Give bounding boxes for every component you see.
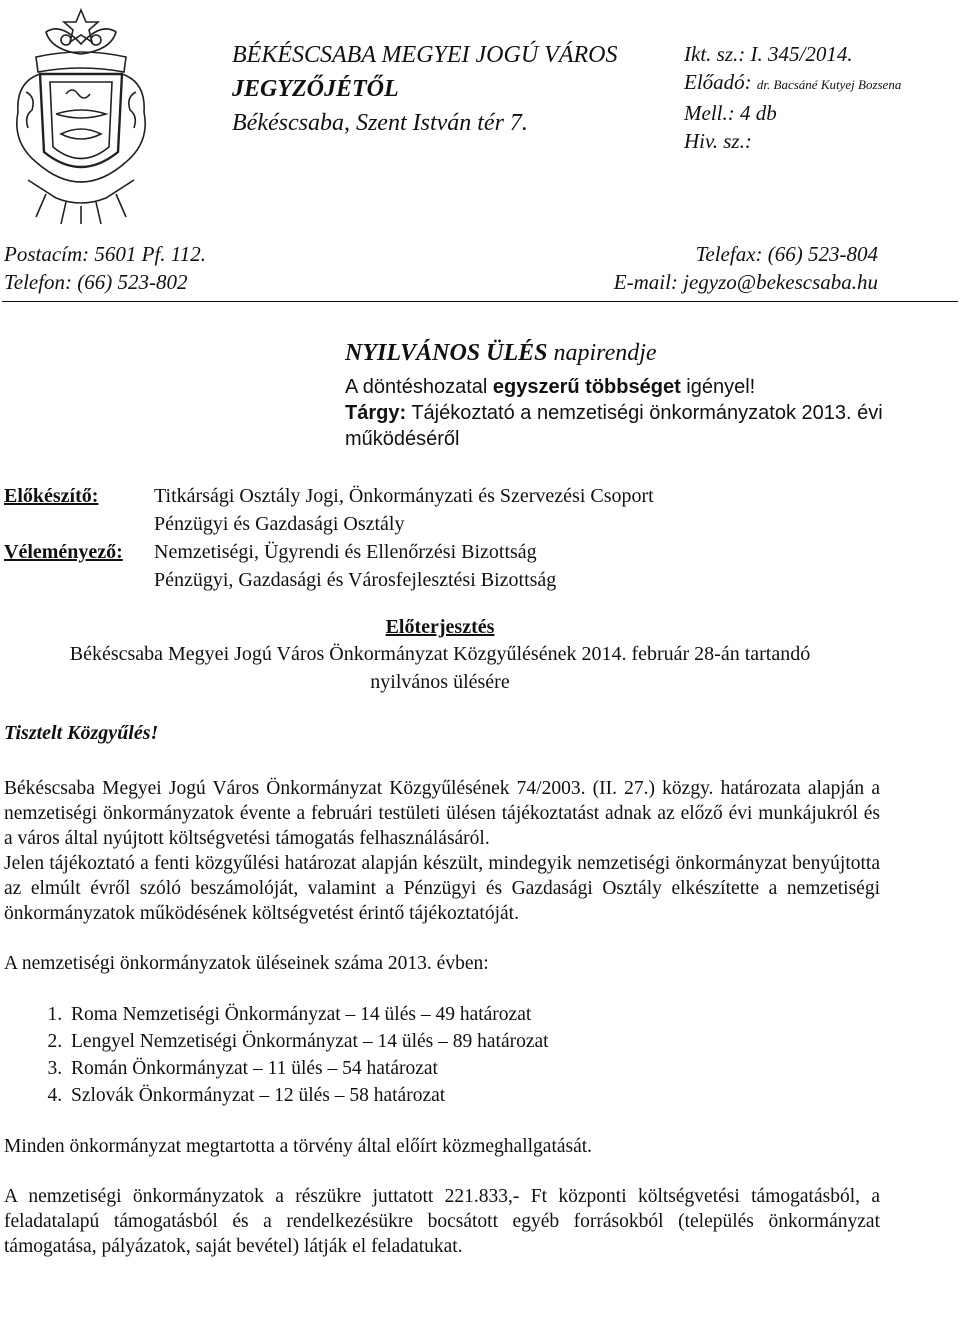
subject-line — [345, 400, 905, 452]
fax-number: Telefax: (66) 523-804 — [695, 242, 878, 266]
paragraph-3: A nemzetiségi önkormányzatok üléseinek száma 2013. évben: — [4, 953, 489, 974]
paragraph-1: Békéscsaba Megyei Jogú Város Önkormányzat Közgyűlésének 74/2003. (II. 27.) közgy. határozata alapján a nemzetiségi önkormányzatok évente a februári testületi ülésen tájékoztatást adnak az előző évi munkájukról és a város által nyújtott költségvetési támogatás felhasználásáról. — [4, 778, 880, 849]
file-number: Ikt. sz.: I. 345/2014. — [684, 42, 853, 66]
rapporteur — [684, 68, 901, 99]
decision-post: igényel! — [686, 376, 756, 398]
decision-requirement — [345, 374, 905, 400]
document-body — [4, 776, 880, 1284]
proposal-heading: Előterjesztés — [385, 616, 495, 638]
city-coat-of-arms-logo — [6, 2, 156, 227]
reference-block — [684, 40, 901, 155]
postal-block — [4, 240, 206, 296]
list-item: 3. Román Önkormányzat – 11 ülés – 54 határozat — [67, 1055, 880, 1082]
paragraph-4: Minden önkormányzat megtartotta a törvény által előírt közmeghallgatását. — [4, 1136, 593, 1157]
city-name: BÉKÉSCSABA MEGYEI JOGÚ VÁROS — [232, 42, 618, 68]
spacer — [4, 510, 154, 538]
meetings-list — [4, 1001, 880, 1109]
list-item: 1. Roma Nemzetiségi Önkormányzat – 14 ülés – 49 határozat — [67, 1001, 880, 1028]
fax-email-block — [614, 240, 878, 296]
proposal-line-2: nyilvános ülésére — [370, 671, 510, 693]
email-address: E-mail: jegyzo@bekescsaba.hu — [613, 270, 878, 294]
reviewer-2: Pénzügyi, Gazdasági és Városfejlesztési Bizottság — [154, 569, 557, 591]
agenda-title-bold: NYILVÁNOS ÜLÉS — [345, 340, 548, 366]
decision-majority: egyszerű többséget — [492, 376, 681, 398]
decision-pre: A döntéshozatal — [345, 376, 488, 398]
reference-number: Hiv. sz.: — [684, 129, 752, 153]
subject-label: Tárgy: — [345, 402, 407, 424]
preparer-row-2 — [4, 510, 954, 538]
reviewer-row-2 — [4, 566, 954, 594]
preparer-1: Titkársági Osztály Jogi, Önkormányzati és Szervezési Csoport — [154, 485, 654, 507]
header-divider — [2, 301, 958, 302]
agenda-title — [345, 338, 905, 368]
phone-number: Telefon: (66) 523-802 — [4, 270, 188, 294]
preparers-block — [4, 482, 954, 594]
rapporteur-name: dr. Bacsáné Kutyej Bozsena — [756, 77, 902, 92]
office-address: Békéscsaba, Szent István tér 7. — [232, 110, 528, 136]
agenda-title-rest: napirendje — [553, 340, 657, 366]
salutation: Tisztelt Közgyűlés! — [4, 722, 159, 744]
list-item: 2. Lengyel Nemzetiségi Önkormányzat – 14 ülés – 89 határozat — [67, 1028, 880, 1055]
subject-text: Tájékoztató a nemzetiségi önkormányzatok 2013. évi működéséről — [345, 402, 883, 450]
agenda-block — [345, 338, 905, 452]
list-item: 4. Szlovák Önkormányzat – 12 ülés – 58 határozat — [67, 1082, 880, 1109]
preparer-label: Előkészítő: — [4, 485, 99, 507]
reviewer-1: Nemzetiségi, Ügyrendi és Ellenőrzési Bizottság — [154, 541, 537, 563]
reviewer-row — [4, 538, 954, 566]
attachments-count: Mell.: 4 db — [684, 101, 777, 125]
office-name: JEGYZŐJÉTŐL — [232, 76, 399, 102]
issuer-block — [232, 38, 618, 140]
preparer-row — [4, 482, 954, 510]
preparer-2: Pénzügyi és Gazdasági Osztály — [154, 513, 405, 535]
proposal-line-1: Békéscsaba Megyei Jogú Város Önkormányzat Közgyűlésének 2014. február 28-án tartandó — [69, 643, 811, 665]
proposal-subtitle — [0, 640, 880, 696]
reviewer-label: Véleményező: — [4, 541, 123, 563]
spacer — [4, 566, 154, 594]
postal-address: Postacím: 5601 Pf. 112. — [4, 242, 207, 266]
rapporteur-label: Előadó: — [684, 70, 752, 94]
paragraph-2: Jelen tájékoztató a fenti közgyűlési határozat alapján készült, mindegyik nemzetiségi önkormányzat benyújtotta az elmúlt évről szóló beszámolóját, valamint a Pénzügyi és Gazdasági Osztály elkészítette a nemzetiségi önkormányzatok működésének költségvetést érintő tájékoztatóját. — [4, 853, 880, 924]
paragraph-5: A nemzetiségi önkormányzatok a részükre juttatott 221.833,- Ft központi költségvetési támogatásból, a feladatalapú támogatásból és a rendelkezésükre bocsátott egyéb forrásokból (település önkormányzat támogatása, pályázatok, saját bevétel) látják el feladatukat. — [4, 1186, 880, 1257]
